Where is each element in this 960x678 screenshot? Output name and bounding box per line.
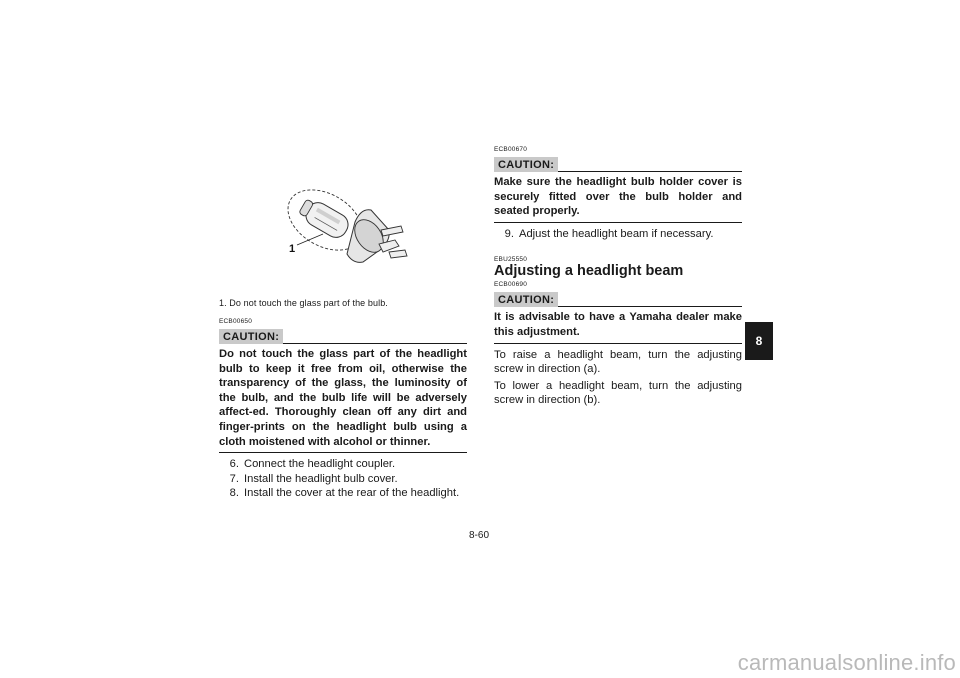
step-item bbox=[219, 457, 467, 472]
caution-label: CAUTION: bbox=[494, 292, 558, 307]
bulb-glass bbox=[297, 196, 352, 242]
leader-line bbox=[297, 234, 323, 245]
page-number: 8-60 bbox=[469, 530, 490, 541]
step-item bbox=[219, 486, 467, 501]
chapter-tab: 8 bbox=[745, 322, 773, 360]
steps-list bbox=[219, 457, 467, 501]
section-title: Adjusting a headlight beam bbox=[494, 263, 684, 280]
section-code: EBU25550 bbox=[494, 256, 528, 264]
paragraph-raise-beam: To raise a headlight beam, turn the adjusting screw in direction (a). bbox=[494, 348, 742, 376]
step-number: 9. bbox=[504, 227, 514, 240]
step-text: Install the headlight bulb cover. bbox=[244, 472, 398, 485]
caution-header bbox=[494, 290, 742, 307]
step-number: 8. bbox=[229, 487, 239, 500]
caution-code: ECB00650 bbox=[219, 318, 253, 325]
caution-label: CAUTION: bbox=[494, 157, 558, 172]
right-column bbox=[494, 146, 742, 408]
caution-text: It is advisable to have a Yamaha dealer make this adjustment. bbox=[494, 307, 742, 343]
figure-label: 1 bbox=[289, 243, 296, 255]
left-column bbox=[219, 168, 467, 501]
watermark: carmanualsonline.info bbox=[737, 650, 956, 675]
steps-list bbox=[494, 227, 742, 242]
bulb-base bbox=[347, 210, 407, 263]
step-item bbox=[219, 472, 467, 487]
caution-code: ECB00690 bbox=[494, 281, 528, 289]
caution-text: Make sure the headlight bulb holder cover is securely fitted over the bulb holder and seated properly. bbox=[494, 172, 742, 223]
caution-code: ECB00670 bbox=[494, 146, 528, 153]
headlight-bulb-illustration bbox=[219, 168, 467, 293]
figure-caption: 1. Do not touch the glass part of the bulb. bbox=[219, 298, 388, 308]
step-text: Connect the headlight coupler. bbox=[244, 458, 396, 471]
step-number: 7. bbox=[229, 472, 239, 485]
bulb-figure bbox=[219, 168, 467, 293]
caution-label: CAUTION: bbox=[219, 329, 283, 344]
step-number: 6. bbox=[229, 458, 239, 471]
step-text: Install the cover at the rear of the headlight. bbox=[244, 487, 460, 500]
paragraph-lower-beam: To lower a headlight beam, turn the adjusting screw in direction (b). bbox=[494, 379, 742, 407]
caution-header bbox=[494, 155, 742, 172]
step-item bbox=[494, 227, 742, 242]
caution-text: Do not touch the glass part of the headlight bulb to keep it free from oil, otherwise the transparency of the glass, the luminosity of the bulb, and the bulb life will be adversely affect-ed. Thoroughly clean off any dirt and finger-prints on the headlight bulb using a cloth moistened with alcohol or thinner. bbox=[219, 344, 467, 453]
caution-header bbox=[219, 327, 467, 344]
step-text: Adjust the headlight beam if necessary. bbox=[519, 227, 714, 240]
